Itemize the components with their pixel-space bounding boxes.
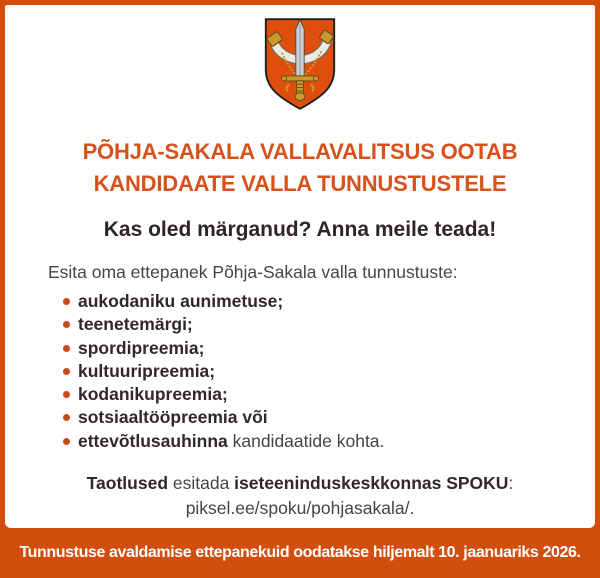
award-name: spordipreemia; — [78, 337, 205, 358]
list-item — [5, 430, 595, 453]
list-item — [5, 337, 595, 360]
list-item — [5, 360, 595, 383]
award-name: kodanikupreemia; — [78, 384, 228, 405]
page-title-line1: PÕHJA-SAKALA VALLAVALITSUS OOTAB — [82, 139, 518, 164]
award-name: kultuuripreemia; — [78, 360, 216, 381]
coat-of-arms — [262, 16, 338, 112]
award-name: sotsiaaltööpreemia või — [78, 407, 268, 428]
page-title — [5, 136, 595, 200]
deadline-text: Tunnustuse avaldamise ettepanekuid oodatakse hiljemalt 10. jaanuariks 2026. — [19, 544, 581, 561]
award-suffix: kandidaatide kohta. — [227, 430, 385, 451]
content-card — [5, 5, 595, 528]
page-title-line2: KANDIDAATE VALLA TUNNUSTUSTELE — [93, 171, 507, 196]
spoku-url: piksel.ee/spoku/pohjasakala/. — [185, 498, 415, 519]
list-item — [5, 383, 595, 406]
intro-text: Esita oma ettepanek Põhja-Sakala valla tunnustuste: — [48, 262, 458, 282]
awards-list — [5, 290, 595, 453]
award-name: ettevõtlusauhinna — [78, 430, 228, 451]
subtitle: Kas oled märganud? Anna meile teada! — [103, 218, 497, 241]
sword-pommel — [295, 93, 305, 101]
footer-banner — [0, 528, 600, 578]
award-name: aukodaniku aunimetuse; — [78, 291, 284, 311]
submission-line1: Taotlused esitada iseteeninduskeskkonnas SPOKU: — [86, 473, 514, 494]
list-item — [5, 406, 595, 429]
list-item — [5, 290, 595, 313]
submission-info — [5, 471, 595, 521]
list-item — [5, 313, 595, 336]
award-name: teenetemärgi; — [78, 314, 193, 335]
